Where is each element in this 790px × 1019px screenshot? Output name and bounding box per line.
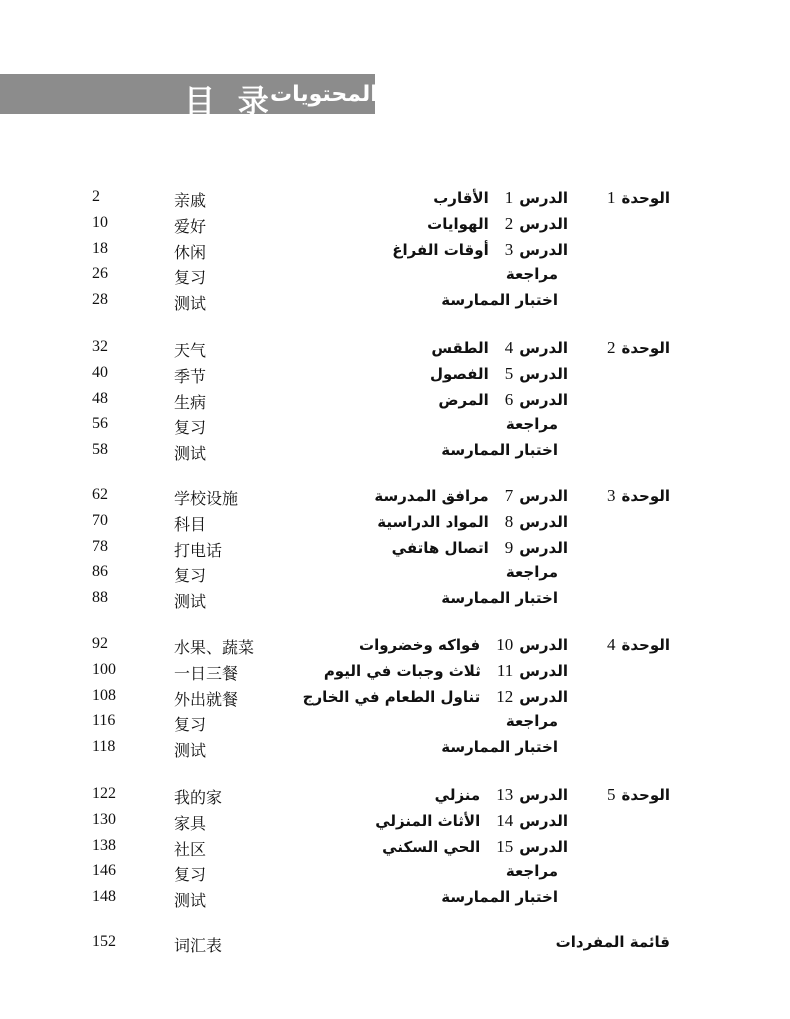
chinese-title: 复习 — [174, 715, 207, 735]
lesson-word: الدرس — [519, 364, 568, 383]
page-number: 116 — [92, 712, 116, 730]
arabic-title: اختبار الممارسة — [441, 738, 558, 757]
lesson-number: 6 — [504, 389, 514, 409]
page-number: 86 — [92, 563, 108, 581]
toc-row[interactable] — [0, 338, 790, 364]
toc-row[interactable] — [0, 188, 790, 214]
chinese-title: 复习 — [174, 865, 207, 885]
lesson-number: 2 — [504, 213, 514, 233]
page-number: 48 — [92, 389, 108, 407]
toc-row[interactable] — [0, 589, 790, 615]
page-number: 2 — [92, 188, 100, 205]
lesson-word: الدرس — [519, 636, 568, 654]
arabic-title: مرافق المدرسة — [374, 487, 489, 505]
page-number: 122 — [92, 785, 116, 802]
lesson-word: الدرس — [519, 339, 568, 357]
lesson-number: 12 — [496, 686, 514, 706]
page-number: 152 — [92, 933, 116, 950]
arabic-title: المرض — [438, 390, 489, 409]
toc-row[interactable] — [0, 265, 790, 291]
toc-row[interactable] — [0, 661, 790, 687]
arabic-title: مراجعة — [505, 712, 558, 731]
lesson-label — [506, 415, 568, 433]
arabic-title: اختبار الممارسة — [441, 291, 558, 310]
lesson-number: 1 — [504, 188, 514, 207]
chinese-title: 科目 — [174, 514, 207, 534]
chinese-title: 家具 — [174, 813, 207, 833]
toc-row[interactable] — [0, 888, 790, 914]
arabic-title: فواكه وخضروات — [359, 636, 481, 654]
unit-label — [607, 338, 670, 358]
lesson-word: الدرس — [519, 687, 568, 706]
lesson-number: 8 — [504, 511, 514, 531]
arabic-title: منزلي — [434, 786, 481, 804]
lesson-label — [506, 563, 568, 581]
unit-label — [607, 785, 670, 805]
page-number: 28 — [92, 291, 108, 309]
arabic-title: أوقات الفراغ — [392, 240, 489, 259]
unit-number: 1 — [606, 188, 616, 207]
page-number: 88 — [92, 589, 108, 607]
lesson-label — [374, 486, 568, 506]
chinese-title: 水果、蔬菜 — [174, 638, 255, 657]
unit-number: 2 — [606, 338, 616, 357]
arabic-title: الأقارب — [433, 189, 489, 207]
lesson-label — [441, 888, 568, 906]
page-number: 40 — [92, 363, 108, 381]
chinese-title: 测试 — [174, 592, 207, 612]
arabic-title: الحي السكني — [382, 837, 481, 856]
page-number: 10 — [92, 213, 108, 231]
lesson-word: الدرس — [519, 189, 568, 207]
unit-number: 5 — [606, 785, 616, 804]
lesson-word: الدرس — [519, 538, 568, 557]
unit-word: الوحدة — [621, 339, 670, 357]
page-number: 58 — [92, 441, 108, 459]
unit-label — [607, 635, 670, 655]
toc-row[interactable] — [0, 563, 790, 589]
lesson-label — [441, 291, 568, 309]
arabic-title: الفصول — [429, 364, 489, 383]
toc-row[interactable] — [0, 240, 790, 266]
title-arabic: المحتويات — [270, 82, 378, 107]
chinese-title: 测试 — [174, 741, 207, 761]
arabic-title: ثلاث وجبات في اليوم — [323, 661, 481, 680]
arabic-title: مراجعة — [505, 265, 558, 284]
toc-row[interactable] — [0, 364, 790, 390]
page-number: 130 — [92, 810, 116, 828]
page-number: 56 — [92, 415, 108, 433]
lesson-label — [441, 589, 568, 607]
lesson-number: 3 — [504, 239, 514, 259]
arabic-title: اختبار الممارسة — [441, 441, 558, 460]
toc-row[interactable] — [0, 837, 790, 863]
page-number: 18 — [92, 239, 108, 257]
lesson-label — [506, 265, 568, 283]
page-number: 108 — [92, 686, 116, 704]
chinese-title: 测试 — [174, 444, 207, 464]
lesson-number: 11 — [496, 660, 514, 680]
chinese-title: 休闲 — [174, 242, 207, 262]
lesson-number: 4 — [504, 338, 514, 357]
lesson-word: الدرس — [519, 786, 568, 804]
toc-row[interactable] — [0, 441, 790, 467]
lesson-label — [506, 712, 568, 730]
lesson-number: 7 — [504, 486, 514, 505]
arabic-title: المواد الدراسية — [377, 512, 489, 531]
toc-row[interactable] — [0, 738, 790, 764]
page-number: 70 — [92, 511, 108, 529]
chinese-title: 测试 — [174, 294, 207, 314]
toc-row[interactable] — [0, 712, 790, 738]
chinese-title: 复习 — [174, 418, 207, 438]
lesson-word: الدرس — [519, 811, 568, 830]
arabic-title: قائمة المفردات — [555, 933, 670, 951]
chinese-title: 天气 — [174, 341, 207, 360]
lesson-word: الدرس — [519, 487, 568, 505]
page-number: 138 — [92, 836, 116, 854]
unit-label — [607, 188, 670, 208]
lesson-label — [382, 837, 568, 857]
lesson-word: الدرس — [519, 214, 568, 233]
toc-row[interactable] — [0, 635, 790, 661]
toc-row[interactable] — [0, 291, 790, 317]
lesson-number: 13 — [496, 785, 514, 804]
page-number: 78 — [92, 537, 108, 555]
lesson-word: الدرس — [519, 240, 568, 259]
toc-row[interactable] — [0, 687, 790, 713]
toc-row[interactable] — [0, 538, 790, 564]
lesson-label — [427, 214, 568, 234]
arabic-title: اختبار الممارسة — [441, 888, 558, 907]
arabic-title: مراجعة — [505, 415, 558, 434]
chinese-title: 词汇表 — [174, 936, 223, 955]
toc-row[interactable] — [0, 811, 790, 837]
toc-row[interactable] — [0, 390, 790, 416]
unit-number: 4 — [606, 635, 616, 654]
toc-row[interactable] — [0, 512, 790, 538]
unit-word: الوحدة — [621, 786, 670, 804]
chinese-title: 我的家 — [174, 788, 223, 807]
chinese-title: 打电话 — [174, 540, 223, 560]
chinese-title: 季节 — [174, 366, 207, 386]
lesson-word: الدرس — [519, 390, 568, 409]
chinese-title: 社区 — [174, 839, 207, 859]
lesson-label — [438, 390, 568, 410]
toc-row[interactable] — [0, 785, 790, 811]
chinese-title: 复习 — [174, 268, 207, 288]
lesson-number: 15 — [496, 836, 514, 856]
arabic-title: مراجعة — [505, 862, 558, 881]
unit-word: الوحدة — [621, 636, 670, 654]
page-number: 146 — [92, 862, 116, 880]
page-number: 26 — [92, 265, 108, 283]
lesson-label — [441, 441, 568, 459]
chinese-title: 一日三餐 — [174, 663, 239, 683]
page-number: 62 — [92, 486, 108, 503]
arabic-title: اختبار الممارسة — [441, 589, 558, 608]
lesson-label — [430, 364, 568, 384]
toc-row[interactable] — [0, 415, 790, 441]
lesson-label — [359, 635, 568, 655]
lesson-number: 14 — [496, 810, 514, 830]
unit-number: 3 — [606, 486, 616, 505]
chinese-title: 亲戚 — [174, 191, 207, 210]
lesson-label — [431, 338, 568, 358]
page-number: 100 — [92, 660, 116, 678]
toc-row[interactable] — [0, 486, 790, 512]
toc-row[interactable] — [0, 862, 790, 888]
toc-row[interactable] — [0, 214, 790, 240]
title-chinese: 目 录 — [184, 84, 275, 120]
lesson-label — [506, 862, 568, 880]
lesson-label — [433, 188, 568, 208]
lesson-word: الدرس — [519, 661, 568, 680]
arabic-title: الأثاث المنزلي — [375, 811, 481, 830]
lesson-label — [375, 811, 568, 831]
lesson-label — [392, 240, 568, 260]
chinese-title: 生病 — [174, 392, 207, 412]
lesson-label — [441, 738, 568, 756]
arabic-title: تناول الطعام في الخارج — [302, 687, 481, 706]
page-number: 148 — [92, 888, 116, 906]
unit-word: الوحدة — [621, 189, 670, 207]
lesson-number: 10 — [496, 635, 514, 654]
unit-word: الوحدة — [621, 487, 670, 505]
lesson-word: الدرس — [519, 837, 568, 856]
lesson-label — [303, 687, 568, 707]
lesson-label — [435, 785, 568, 805]
arabic-title: الهوايات — [427, 214, 489, 233]
lesson-label — [324, 661, 568, 681]
arabic-title: اتصال هاتفي — [391, 538, 489, 557]
arabic-title: مراجعة — [505, 563, 558, 582]
unit-label — [607, 486, 670, 506]
chinese-title: 学校设施 — [174, 489, 239, 508]
chinese-title: 外出就餐 — [174, 689, 239, 709]
arabic-title: الطقس — [431, 339, 489, 357]
page-number: 118 — [92, 738, 116, 756]
lesson-label — [377, 512, 568, 532]
page-number: 92 — [92, 635, 108, 652]
chinese-title: 爱好 — [174, 216, 207, 236]
lesson-word: الدرس — [519, 512, 568, 531]
lesson-label — [392, 538, 568, 558]
lesson-number: 9 — [504, 537, 514, 557]
page-number: 32 — [92, 338, 108, 355]
toc-row-vocabulary[interactable] — [0, 933, 790, 959]
lesson-number: 5 — [504, 363, 514, 383]
chinese-title: 复习 — [174, 566, 207, 586]
chinese-title: 测试 — [174, 891, 207, 911]
